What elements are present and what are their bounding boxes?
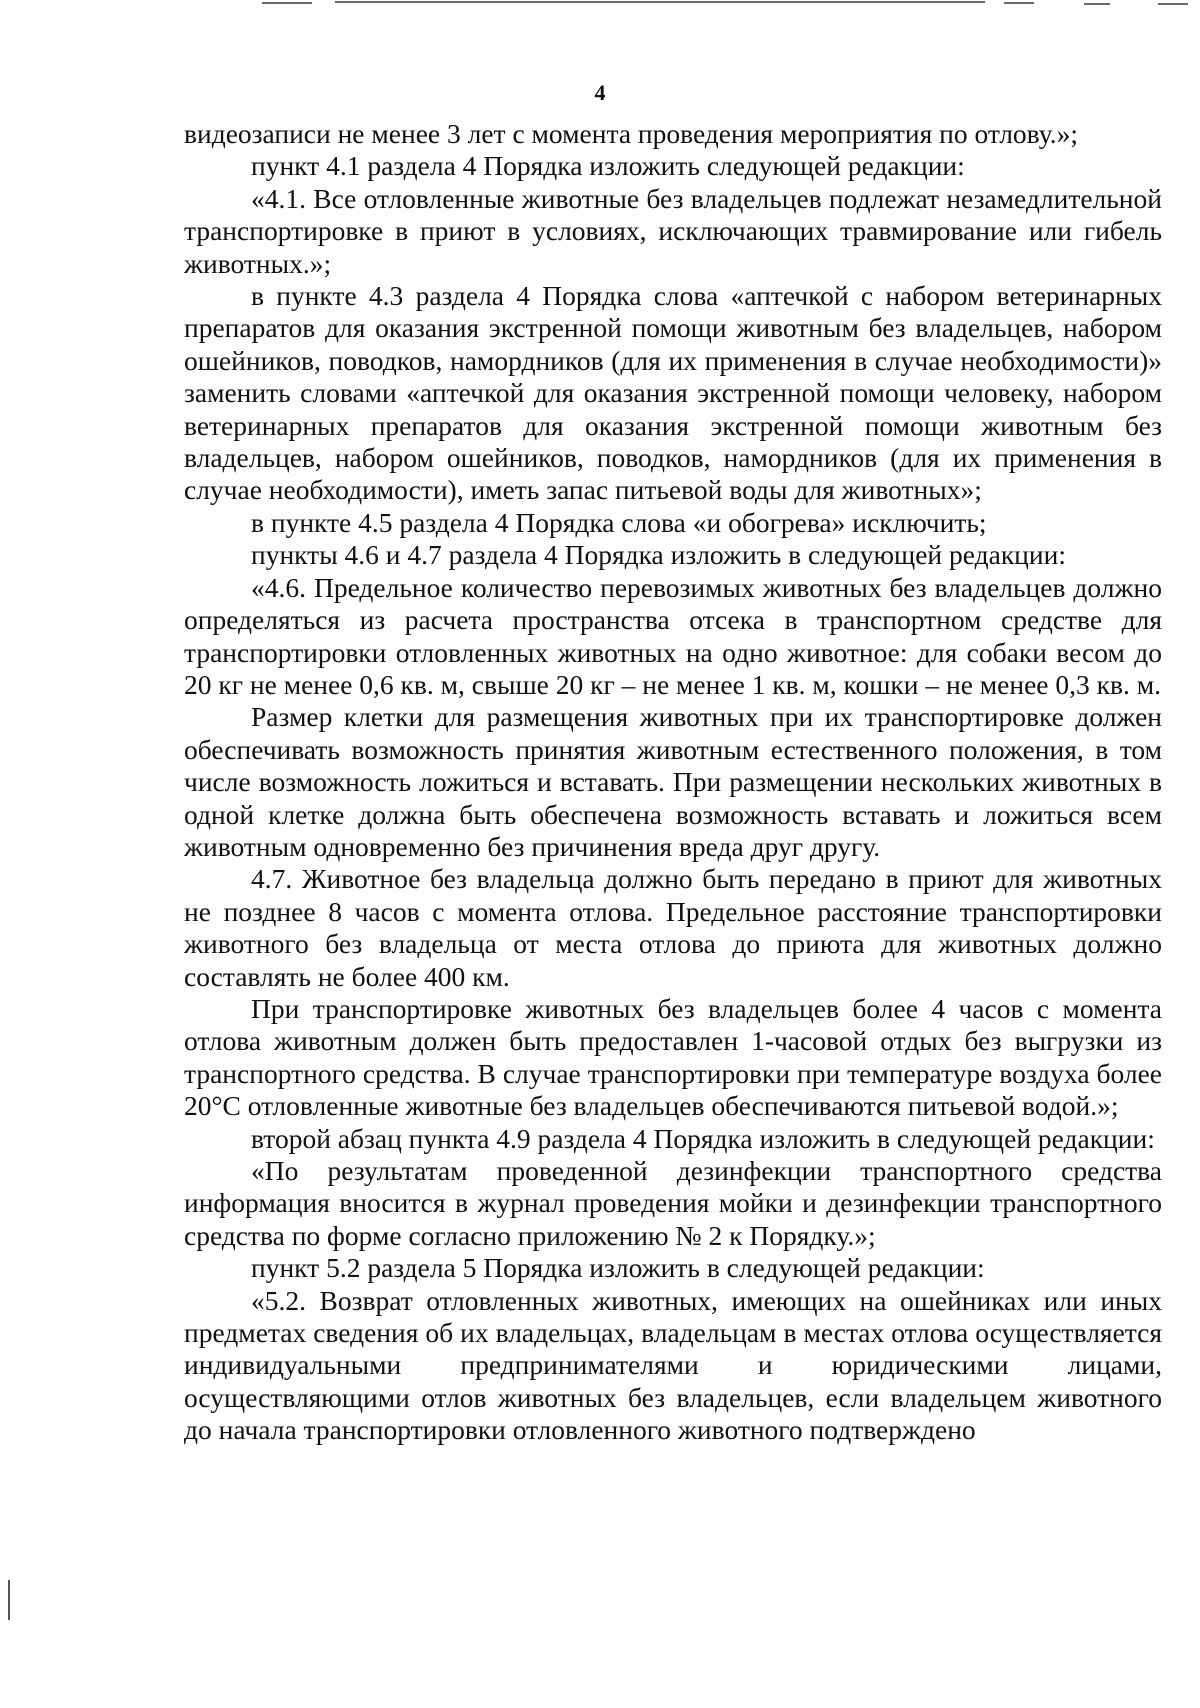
paragraph: второй абзац пункта 4.9 раздела 4 Порядка изложить в следующей редакции:: [251, 1122, 1155, 1154]
paragraph: «4.6. Предельное количество перевозимых животных без владельцев должно определяться из расчета пространства отсека в транспортном средстве для транспортировки отловленных животных на одно животное: для собаки весом до 20 кг не менее 0,6 кв. м, свыше 20 кг – не менее 1 кв. м, кошки – не менее 0,3 кв. м.: [184, 571, 1162, 700]
paragraph: «5.2. Возврат отловленных животных, имеющих на ошейниках или иных предметах сведения об их владельцах, владельцам в местах отлова осуществляется индивидуальными предпринимателями и юридическими лицами, осуществляющими отлов животных без владельцев, если владельцем животного до начала транспортировки отловленного животного подтверждено: [184, 1284, 1162, 1446]
paragraph: в пункте 4.3 раздела 4 Порядка слова «аптечкой с набором ветеринарных препаратов для оказания экстренной помощи животным без владельцев, набором ошейников, поводков, намордников (для их применения в случае необходимости)» заменить словами «аптечкой для оказания экстренной помощи человеку, набором ветеринарных препаратов для оказания экстренной помощи животным без владельцев, набором ошейников, поводков, намордников (для их применения в случае необходимости), иметь запас питьевой воды для животных»;: [184, 280, 1162, 506]
paragraph: видеозаписи не менее 3 лет с момента проведения мероприятия по отлову.»;: [184, 118, 1078, 149]
scan-artifact-left: [8, 1580, 10, 1620]
paragraph: пункт 4.1 раздела 4 Порядка изложить следующей редакции:: [251, 150, 965, 182]
scan-artifact-top: [0, 0, 1200, 12]
paragraph: «По результатам проведенной дезинфекции транспортного средства информация вносится в журнал проведения мойки и дезинфекции транспортного средства по форме согласно приложению № 2 к Порядку.»;: [184, 1155, 1162, 1251]
paragraph: Размер клетки для размещения животных при их транспортировке должен обеспечивать возможность принятия животным естественного положения, в том числе возможность ложиться и вставать. При размещении нескольких животных в одной клетке должна быть обеспечена возможность вставать и ложиться всем животным одновременно без причинения вреда друг другу.: [184, 701, 1162, 862]
paragraph: пункты 4.6 и 4.7 раздела 4 Порядка изложить в следующей редакции:: [251, 539, 1066, 571]
paragraph: При транспортировке животных без владельцев более 4 часов с момента отлова животным должен быть предоставлен 1-часовой отдых без выгрузки из транспортного средства. В случае транспортировки при температуре воздуха более 20°С отловленные животные без владельцев обеспечиваются питьевой водой.»;: [184, 992, 1162, 1122]
document-body: [184, 118, 1162, 1447]
paragraph: «4.1. Все отловленные животные без владельцев подлежат незамедлительной транспортировке в приют в условиях, исключающих травмирование или гибель животных.»;: [184, 182, 1162, 279]
paragraph: пункт 5.2 раздела 5 Порядка изложить в следующей редакции:: [251, 1252, 985, 1284]
page-number: 4: [594, 80, 606, 105]
paragraph: в пункте 4.5 раздела 4 Порядка слова «и обогрева» исключить;: [251, 506, 987, 538]
paragraph: 4.7. Животное без владельца должно быть передано в приют для животных не позднее 8 часов с момента отлова. Предельное расстояние транспортировки животного без владельца от места отлова до приюта для животных должно составлять не более 400 км.: [184, 863, 1162, 992]
